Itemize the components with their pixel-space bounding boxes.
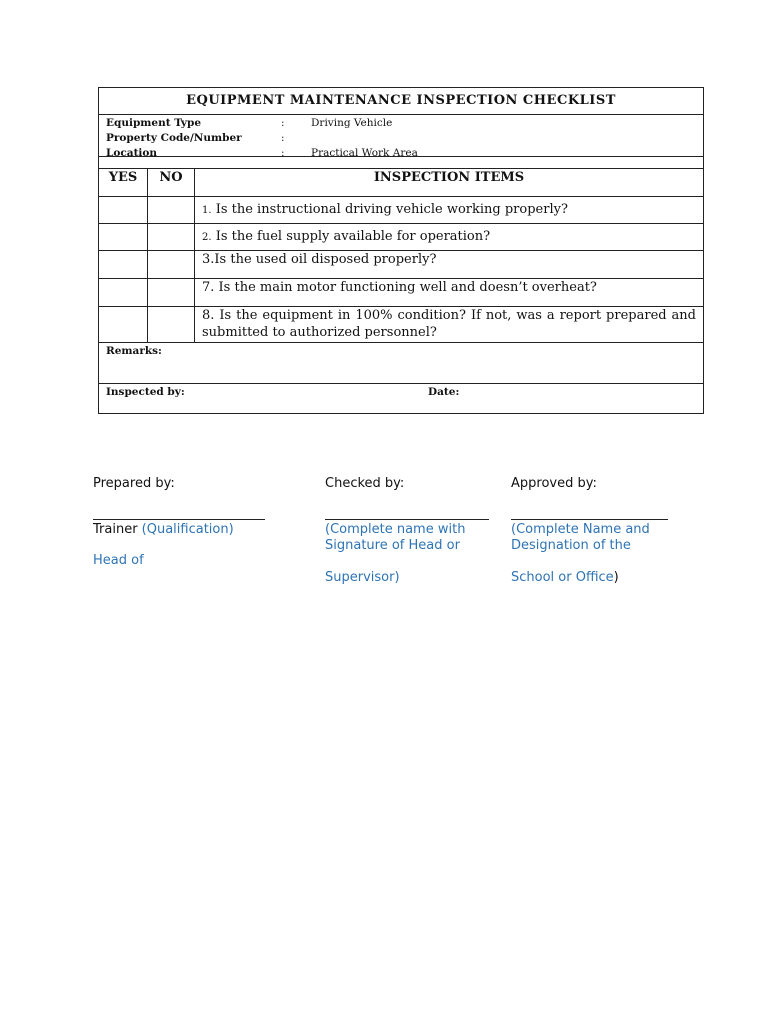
approved-by-label: Approved by: (511, 476, 597, 491)
table-row (99, 251, 703, 279)
approved-by-line2: Designation of the (511, 538, 631, 553)
inspection-item (195, 279, 704, 307)
inspection-item (195, 197, 704, 224)
column-header-no: NO (148, 169, 195, 197)
yes-checkbox-cell[interactable] (99, 197, 148, 224)
no-checkbox-cell[interactable] (148, 224, 195, 251)
inspection-item (195, 251, 704, 279)
remarks-label: Remarks: (106, 345, 162, 357)
yes-checkbox-cell[interactable] (99, 251, 148, 279)
no-checkbox-cell[interactable] (148, 251, 195, 279)
yes-checkbox-cell[interactable] (99, 307, 148, 343)
info-label: Equipment Type (106, 117, 202, 129)
info-label: Property Code/Number (106, 132, 242, 144)
item-number: 1. (202, 205, 212, 216)
approved-by-line3 (511, 570, 619, 586)
approved-by-line3-tail: ) (613, 570, 619, 585)
info-colon: : (281, 147, 285, 159)
checked-by-line2: Signature of Head or (325, 538, 460, 553)
inspection-item (195, 307, 704, 343)
info-colon: : (281, 132, 285, 144)
date-label: Date: (428, 386, 460, 398)
inspection-items-table (99, 168, 703, 343)
role-text: Trainer (93, 522, 142, 537)
equipment-info (99, 114, 703, 157)
item-text: Is the fuel supply available for operation? (215, 229, 491, 244)
info-colon: : (281, 117, 285, 129)
signature-line (325, 519, 489, 520)
item-text: 8. Is the equipment in 100% condition? If not, was a report prepared and submitted to authorized personnel? (202, 308, 696, 340)
approved-by-block (511, 476, 691, 586)
prepared-by-extra: Head of (93, 553, 144, 568)
item-text: Is the instructional driving vehicle working properly? (215, 202, 568, 217)
remarks-field[interactable] (99, 342, 703, 384)
checked-by-line1: (Complete name with (325, 522, 466, 537)
checked-by-label: Checked by: (325, 476, 405, 491)
checklist-title: EQUIPMENT MAINTENANCE INSPECTION CHECKLIST (99, 88, 703, 115)
approved-by-line3-text: School or Office (511, 570, 614, 585)
table-row (99, 197, 703, 224)
table-row (99, 279, 703, 307)
checked-by-line3: Supervisor) (325, 570, 400, 585)
info-label: Location (106, 147, 158, 159)
info-value: Practical Work Area (311, 147, 418, 159)
item-text: 7. Is the main motor functioning well and doesn’t overheat? (202, 280, 597, 295)
yes-checkbox-cell[interactable] (99, 279, 148, 307)
signature-line (511, 519, 668, 520)
approved-by-line1: (Complete Name and (511, 522, 650, 537)
prepared-by-role (93, 522, 234, 538)
column-header-yes: YES (99, 169, 148, 197)
prepared-by-label: Prepared by: (93, 476, 175, 491)
role-qualification: (Qualification) (141, 522, 234, 537)
inspected-by-row (99, 384, 703, 414)
no-checkbox-cell[interactable] (148, 307, 195, 343)
checked-by-block (325, 476, 495, 586)
no-checkbox-cell[interactable] (148, 197, 195, 224)
signature-line (93, 519, 265, 520)
item-text: 3.Is the used oil disposed properly? (202, 252, 437, 267)
table-row (99, 307, 703, 343)
prepared-by-block (93, 476, 303, 586)
no-checkbox-cell[interactable] (148, 279, 195, 307)
inspection-item (195, 224, 704, 251)
column-header-inspection-items: INSPECTION ITEMS (195, 169, 704, 197)
item-number: 2. (202, 232, 212, 243)
yes-checkbox-cell[interactable] (99, 224, 148, 251)
table-row (99, 224, 703, 251)
inspected-by-label: Inspected by: (106, 386, 185, 398)
inspection-checklist (98, 87, 704, 414)
info-value: Driving Vehicle (311, 117, 393, 129)
